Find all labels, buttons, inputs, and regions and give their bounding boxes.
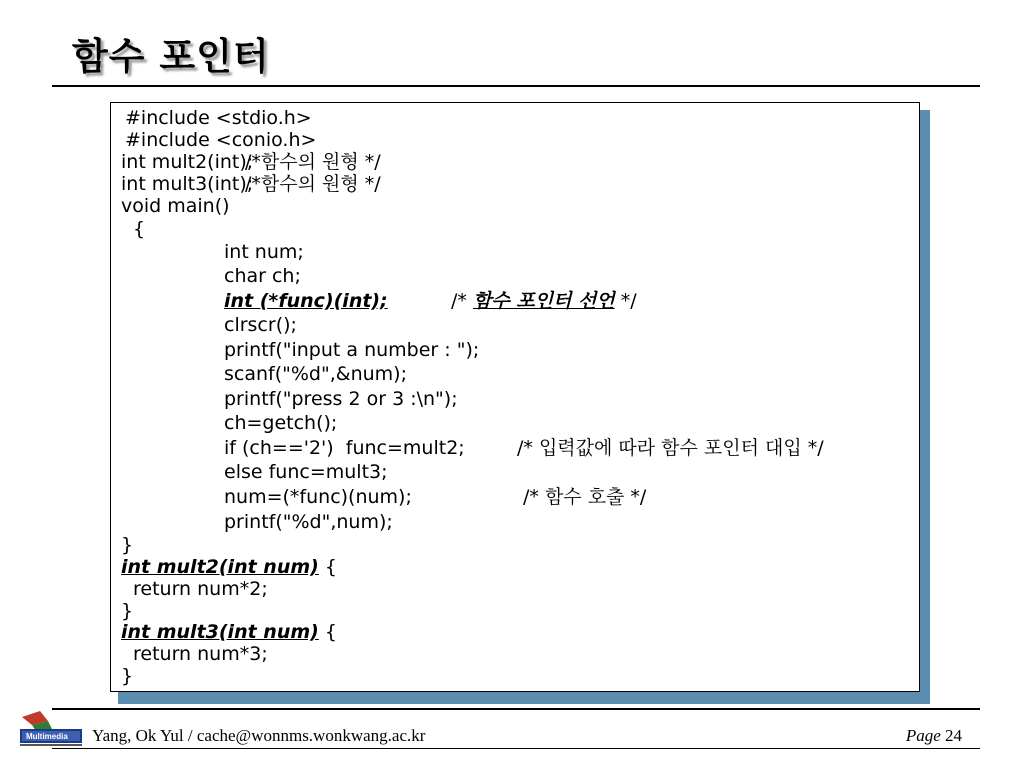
- code-line: }: [121, 600, 134, 622]
- logo-text: Multimedia: [26, 732, 68, 741]
- footer-divider: [52, 708, 980, 710]
- code-line: clrscr();: [224, 314, 297, 336]
- code-line: int mult2(int);: [121, 151, 254, 173]
- footer-page-number: Page 24: [905, 726, 962, 745]
- title-divider: [52, 85, 980, 87]
- code-line: scanf("%d",&num);: [224, 363, 407, 385]
- footer-divider-bottom: [52, 748, 980, 749]
- code-line: void main(): [121, 195, 230, 217]
- code-line: else func=mult3;: [224, 461, 388, 483]
- code-line: int mult3(int num) {: [121, 621, 337, 643]
- slide-title: 함수 포인터: [72, 35, 270, 78]
- code-line: int num;: [224, 241, 304, 263]
- code-line: }: [121, 534, 134, 556]
- code-line: int mult2(int num) {: [121, 556, 337, 578]
- footer-author: Yang, Ok Yul / cache@wonnms.wonkwang.ac.kr: [92, 726, 426, 745]
- code-box: [110, 102, 920, 692]
- code-line: #include <stdio.h>: [125, 107, 312, 129]
- code-line-highlight: int (*func)(int);: [224, 290, 388, 312]
- code-comment: /*함수의 원형 */: [245, 151, 381, 173]
- multimedia-logo: [18, 711, 84, 747]
- code-line: char ch;: [224, 265, 301, 287]
- code-line: return num*2;: [133, 578, 268, 600]
- code-line: printf("press 2 or 3 :\n");: [224, 388, 458, 410]
- code-line: {: [133, 218, 146, 240]
- code-line: printf("input a number : ");: [224, 339, 480, 361]
- code-comment: /*함수의 원형 */: [245, 173, 381, 195]
- code-line: if (ch=='2') func=mult2;: [224, 437, 465, 459]
- code-comment: /* 함수 호출 */: [523, 486, 647, 508]
- code-line: int mult3(int);: [121, 173, 254, 195]
- code-comment: /* 입력값에 따라 함수 포인터 대입 */: [517, 437, 824, 459]
- code-line: }: [121, 665, 134, 687]
- code-line: ch=getch();: [224, 412, 338, 434]
- code-line: num=(*func)(num);: [224, 486, 412, 508]
- code-line: #include <conio.h>: [125, 129, 317, 151]
- code-comment: /* 함수 포인터 선언 */: [451, 290, 637, 312]
- code-line: printf("%d",num);: [224, 511, 393, 533]
- code-line: return num*3;: [133, 643, 268, 665]
